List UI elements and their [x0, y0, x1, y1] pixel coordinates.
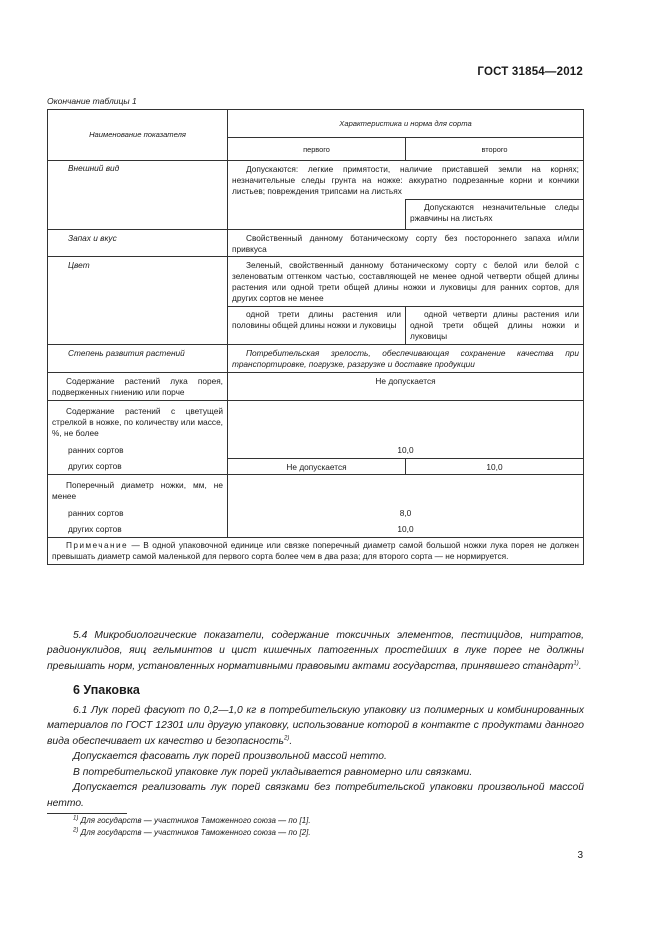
row-color-first: одной трети длины растения или половины общей длины ножки и луковицы: [228, 307, 406, 345]
footnote-2-text: Для государств — участников Таможенного союза — по [2].: [78, 828, 311, 837]
row-color-name: Цвет: [48, 257, 228, 345]
row-diameter-other-label: других сортов: [48, 521, 228, 537]
table-caption: Окончание таблицы 1: [47, 96, 137, 106]
table-note-text: — В одной упаковочной единице или связке поперечный диаметр самой большой ножки лука порея не должен превышать диаметр самой маленькой для первого сорта более чем в два раза; для второго сорта — не нормируется.: [52, 540, 579, 562]
footnotes: [73, 815, 311, 839]
paragraph-6-4: Допускается реализовать лук порей связками без потребительской упаковки произвольной массой нетто.: [47, 782, 584, 809]
row-appearance-name: Внешний вид: [48, 160, 228, 229]
paragraph-5-4: 5.4 Микробиологические показатели, содержание токсичных элементов, пестицидов, нитратов, радионуклидов, яиц гельминтов и цист кишечных патогенных простейших в луке порее не должны превышать норм, установленных нормативными правовыми актами государства, принявшего стандарт$^{1)}$.: [47, 630, 584, 672]
footnote-2: [73, 827, 311, 839]
paragraph-6-1: 6.1 Лук порей фасуют по 0,2—1,0 кг в потребительскую упаковку из полимерных и комбинированных материалов по ГОСТ 12301 или другую упаковку, использование которой в контакте с продуктами данного вида обеспечивает их качество и безопасность: [47, 705, 584, 747]
footnote-1-text: Для государств — участников Таможенного союза — по [1].: [78, 816, 311, 825]
row-diameter-other-value: 10,0: [228, 521, 584, 537]
head-indicator-name: Наименование показателя: [48, 110, 228, 161]
row-rot-name: Содержание растений лука порея, подверженных гниению или порче: [48, 372, 228, 400]
row-appearance-first: [228, 199, 406, 229]
row-flower-stalk-early-value: 10,0: [228, 441, 584, 458]
row-flower-stalk-name: Содержание растений с цветущей стрелкой в ножке, по количеству или массе, %, не более: [48, 400, 228, 440]
row-flower-stalk-blank: [228, 400, 584, 440]
row-rot-both: Не допускается: [228, 372, 584, 400]
row-flower-stalk-other-label: других сортов: [48, 458, 228, 475]
paragraph-5-4-text: 5.4 Микробиологические показатели, содержание токсичных элементов, пестицидов, нитратов, радионуклидов, яиц гельминтов и цист кишечных патогенных простейших в луке порее не должны превышать норм, установленных нормативными правовыми актами государства, принявшего стандарт: [47, 630, 584, 672]
row-appearance-both: Допускаются: легкие примятости, наличие приставшей земли на корнях; незначительные следы грунта на ножке: аккуратно подрезанные корни и кончики листьев; повреждения трипсами на листьях: [228, 160, 584, 199]
head-first-grade: первого: [228, 138, 406, 161]
row-flower-stalk-other-second: 10,0: [406, 458, 584, 475]
footnote-ref-2[interactable]: 2): [283, 735, 290, 742]
paragraph-6-2: Допускается фасовать лук порей произвольной массой нетто.: [73, 751, 387, 763]
row-diameter-early-label: ранних сортов: [48, 504, 228, 521]
row-development-name: Степень развития растений: [48, 345, 228, 373]
footnote-1-mark: 1): [73, 815, 79, 822]
footnote-1: [73, 815, 311, 827]
row-flower-stalk-other-first: Не допускается: [228, 458, 406, 475]
standard-designation: ГОСТ 31854—2012: [477, 66, 583, 78]
head-characteristic: Характеристика и норма для сорта: [228, 110, 584, 138]
row-smell-name: Запах и вкус: [48, 229, 228, 257]
row-diameter-blank: [228, 475, 584, 504]
row-diameter-name: Поперечный диаметр ножки, мм, не менее: [48, 475, 228, 504]
head-second-grade: второго: [406, 138, 584, 161]
row-appearance-second: Допускаются незначительные следы ржавчины на листьях: [406, 199, 584, 229]
footnote-divider: [47, 813, 127, 814]
row-smell-both: Свойственный данному ботаническому сорту без постороннего запаха и/или привкуса: [228, 229, 584, 257]
spec-table: [47, 109, 584, 565]
section-6-body: 6.1 Лук порей фасуют по 0,2—1,0 кг в потребительскую упаковку из полимерных и комбинированных материалов по ГОСТ 12301 или другую упаковку, использование которой в контакте с продуктами данного вида обеспечивает их качество и безопасность$^{2)}$. Допускается фасовать лук порей произвольной массой нетто. В потребительской упаковке лук порей укладывается равномерно или связками. Допускается реализовать лук порей связками без потребительской упаковки произвольной массой нетто.: [47, 703, 584, 811]
row-color-both: Зеленый, свойственный данному ботаническому сорту с белой или белой с зеленоватым оттенком частью, составляющей не менее одной четверти общей длины растения или одной трети общей длины ножки и луковицы для ранних сортов, для других сортов не менее: [228, 257, 584, 307]
row-development-both: Потребительская зрелость, обеспечивающая сохранение качества при транспортировке, погрузке, разгрузке и доставке продукции: [228, 345, 584, 373]
table-note-label: Примечание: [66, 540, 129, 551]
section-6-title: 6 Упаковка: [73, 683, 140, 697]
footnote-2-mark: 2): [73, 827, 79, 834]
paragraph-6-3: В потребительской упаковке лук порей укладывается равномерно или связками.: [73, 766, 473, 778]
footnote-ref-1[interactable]: 1): [573, 660, 579, 667]
page-number: 3: [577, 850, 583, 861]
row-flower-stalk-early-label: ранних сортов: [48, 441, 228, 458]
table-note: [48, 538, 584, 565]
row-color-second: одной четверти длины растения или одной трети общей длины ножки и луковицы: [406, 307, 584, 345]
row-diameter-early-value: 8,0: [228, 504, 584, 521]
